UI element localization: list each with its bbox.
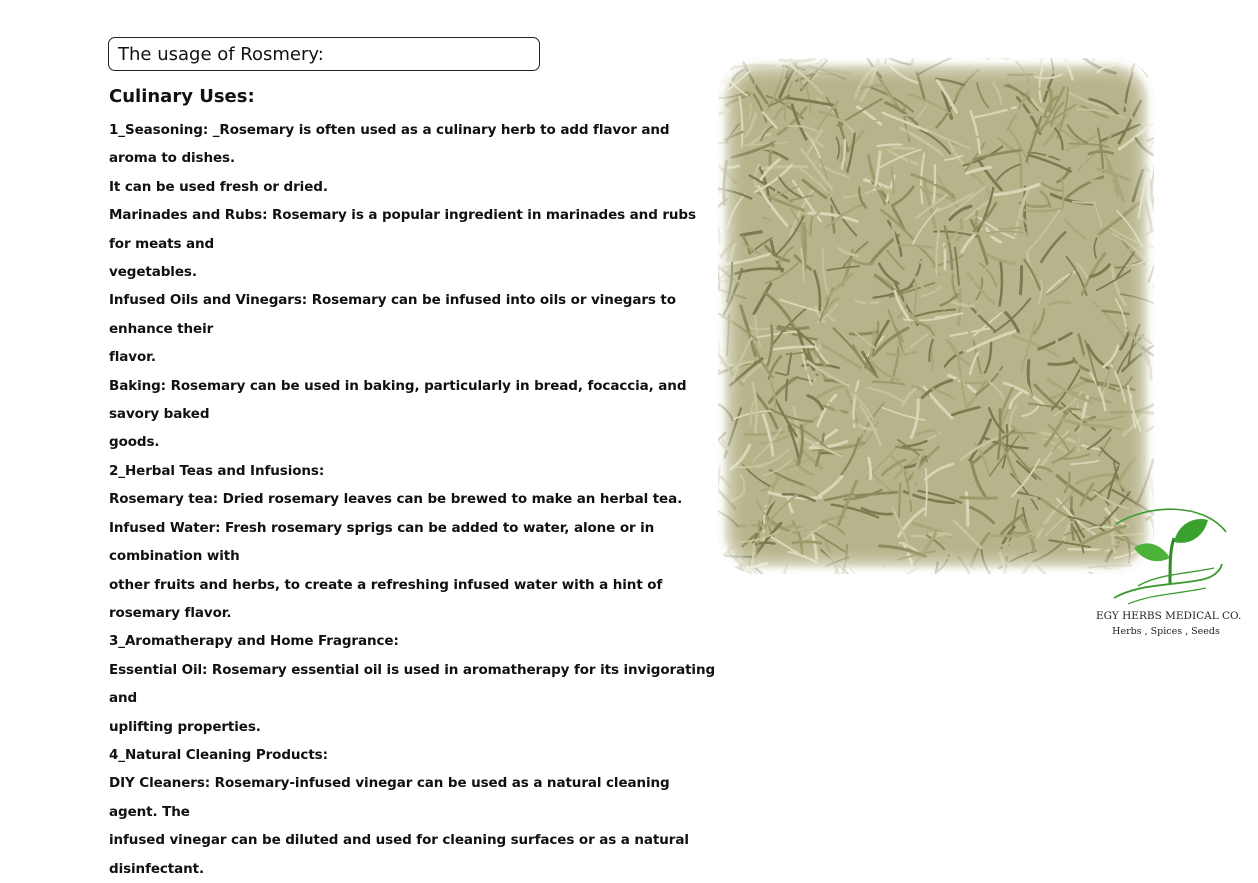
page-title: The usage of Rosmery:: [108, 37, 540, 71]
rosemary-needle: [780, 59, 814, 61]
paragraph-line: Essential Oil: Rosemary essential oil is used in aromatherapy for its invigorating and: [109, 656, 721, 713]
rosemary-needle: [818, 386, 847, 398]
rosemary-needle: [741, 142, 788, 146]
rosemary-needle: [1149, 233, 1154, 282]
rosemary-needle: [955, 248, 959, 285]
rosemary-needle: [803, 365, 839, 368]
rosemary-needle: [892, 187, 913, 206]
paragraph-line: uplifting properties.: [109, 713, 721, 741]
rosemary-needle: [1093, 201, 1102, 227]
rosemary-needle: [793, 542, 821, 543]
rosemary-needle: [1111, 412, 1154, 414]
rosemary-needle: [811, 217, 812, 235]
rosemary-needle: [879, 150, 921, 169]
rosemary-needle: [949, 58, 989, 59]
rosemary-needle: [1111, 228, 1155, 248]
rosemary-needle: [1021, 267, 1022, 294]
rosemary-needle: [1053, 447, 1077, 463]
dried-rosemary-photo: [718, 58, 1154, 574]
rosemary-needle: [754, 284, 771, 314]
rosemary-needle: [843, 558, 867, 574]
paragraph-line: goods.: [109, 428, 721, 456]
rosemary-needle: [1008, 74, 1032, 75]
rosemary-needle: [826, 541, 842, 574]
rosemary-needle: [838, 248, 857, 255]
rosemary-needle: [1000, 261, 1002, 306]
rosemary-needle: [1089, 287, 1120, 320]
rosemary-needle: [1146, 202, 1152, 231]
rosemary-needle: [872, 382, 904, 385]
rosemary-needle: [868, 388, 905, 403]
paragraph-line: infused vinegar can be diluted and used for cleaning surfaces or as a natural disinfectant.: [109, 826, 721, 883]
rosemary-needle: [1022, 406, 1038, 416]
rosemary-needle: [725, 132, 743, 140]
rosemary-needle: [882, 58, 886, 63]
rosemary-needle: [820, 476, 843, 495]
rosemary-needle: [836, 137, 839, 158]
rosemary-needle: [746, 114, 756, 136]
rosemary-needle: [741, 232, 761, 235]
rosemary-needles-icon: [718, 58, 1154, 574]
rosemary-needle: [812, 533, 817, 559]
rosemary-needle: [1133, 170, 1143, 201]
paragraph-line: Rosemary tea: Dried rosemary leaves can be brewed to make an herbal tea.: [109, 485, 721, 513]
rosemary-needle: [947, 340, 958, 354]
rosemary-needle: [1016, 62, 1029, 82]
rosemary-needle: [880, 546, 926, 557]
rosemary-needle: [1050, 302, 1071, 304]
paragraph-line: It can be used fresh or dried.: [109, 173, 721, 201]
rosemary-needle: [774, 103, 790, 119]
rosemary-needle: [1132, 58, 1143, 73]
rosemary-needle: [1062, 180, 1063, 209]
rosemary-needle: [902, 441, 926, 447]
paragraph-line: Infused Water: Fresh rosemary sprigs can be added to water, alone or in combination with: [109, 514, 721, 571]
rosemary-needle: [1039, 68, 1042, 101]
rosemary-needle: [1013, 336, 1060, 357]
rosemary-needle: [1085, 339, 1118, 344]
rosemary-needle: [916, 431, 935, 435]
paragraph-line: other fruits and herbs, to create a refreshing infused water with a hint of rosemary flavor.: [109, 571, 721, 628]
rosemary-needle: [1077, 264, 1089, 282]
rosemary-needle: [1091, 180, 1114, 184]
rosemary-needle: [856, 301, 878, 303]
rosemary-needle: [951, 458, 958, 480]
paragraph-line: 1_Seasoning: _Rosemary is often used as a culinary herb to add flavor and aroma to dishes.: [109, 116, 721, 173]
rosemary-needle: [978, 159, 1002, 190]
rosemary-needle: [853, 346, 878, 378]
rosemary-needle: [964, 382, 989, 383]
rosemary-needle: [1125, 58, 1148, 77]
usage-content: [109, 84, 721, 883]
rosemary-needle: [966, 376, 967, 398]
rosemary-needle: [838, 481, 856, 525]
rosemary-needle: [961, 498, 997, 499]
rosemary-needle: [1011, 474, 1038, 510]
rosemary-needle: [1151, 142, 1154, 189]
rosemary-needle: [977, 83, 989, 108]
rosemary-needle: [823, 249, 828, 294]
rosemary-needle: [718, 403, 733, 421]
rosemary-needle: [899, 245, 933, 247]
rosemary-needle: [932, 389, 954, 399]
rosemary-needle: [917, 73, 925, 101]
rosemary-needle: [771, 382, 775, 408]
rosemary-needle: [718, 81, 727, 87]
rosemary-needle: [1153, 285, 1154, 315]
rosemary-needle: [931, 563, 937, 574]
paragraph-line: Baking: Rosemary can be used in baking, particularly in bread, focaccia, and savory baked: [109, 372, 721, 429]
rosemary-needle: [890, 189, 895, 241]
rosemary-needle: [1135, 398, 1155, 412]
rosemary-needle: [1058, 150, 1071, 167]
rosemary-needle: [812, 146, 836, 168]
rosemary-needle: [1038, 506, 1058, 536]
rosemary-needle: [737, 524, 780, 526]
rosemary-needle: [985, 340, 992, 374]
rosemary-needle: [727, 194, 745, 228]
rosemary-needle: [718, 142, 742, 145]
company-tagline: Herbs , Spices , Seeds: [1096, 626, 1236, 637]
rosemary-needle: [785, 179, 795, 213]
rosemary-needle: [1040, 58, 1048, 66]
paragraph-line: vegetables.: [109, 258, 721, 286]
rosemary-needle: [848, 133, 855, 171]
section-heading: Culinary Uses:: [109, 84, 721, 110]
rosemary-needle: [1065, 220, 1085, 239]
rosemary-needle: [1074, 420, 1082, 457]
rosemary-needle: [765, 293, 795, 328]
rosemary-needle: [1094, 238, 1096, 258]
rosemary-needle: [970, 507, 993, 523]
rosemary-needle: [1010, 318, 1012, 357]
rosemary-needle: [949, 135, 988, 138]
rosemary-needle: [988, 381, 1004, 398]
rosemary-needle: [1119, 459, 1135, 483]
rosemary-needle: [969, 172, 989, 193]
rosemary-needle: [1033, 541, 1063, 561]
rosemary-needle: [753, 383, 757, 432]
rosemary-needle: [1047, 271, 1077, 293]
rosemary-needle: [755, 165, 759, 187]
rosemary-needle: [998, 410, 1000, 459]
rosemary-needle: [1101, 448, 1119, 464]
rosemary-needle: [718, 58, 733, 71]
rosemary-needle: [775, 558, 790, 574]
rosemary-needle: [993, 306, 1008, 325]
rosemary-needle: [875, 568, 917, 574]
rosemary-needle: [1072, 461, 1099, 464]
rosemary-needle: [1042, 183, 1062, 191]
company-name: EGY HERBS MEDICAL CO.: [1096, 610, 1236, 622]
company-logo: [1096, 500, 1236, 640]
rosemary-needle: [970, 353, 978, 374]
rosemary-needle: [808, 396, 823, 409]
paragraph-line: 3_Aromatherapy and Home Fragrance:: [109, 627, 721, 655]
rosemary-needle: [718, 110, 729, 126]
rosemary-needle: [725, 66, 774, 69]
rosemary-needle: [823, 78, 837, 92]
rosemary-needle: [936, 232, 938, 274]
rosemary-needle: [1009, 500, 1018, 545]
rosemary-needle: [761, 478, 779, 490]
rosemary-needle: [1077, 475, 1113, 484]
rosemary-needle: [766, 263, 799, 283]
rosemary-needle: [927, 420, 958, 421]
rosemary-needle: [1043, 58, 1054, 70]
rosemary-needle: [1041, 232, 1065, 262]
sprout-hand-icon: [1108, 502, 1228, 610]
rosemary-needle: [932, 349, 933, 371]
paragraph-line: Infused Oils and Vinegars: Rosemary can be infused into oils or vinegars to enhance their: [109, 286, 721, 343]
rosemary-needle: [958, 290, 960, 326]
rosemary-needle: [826, 274, 852, 299]
rosemary-needle: [878, 144, 902, 146]
rosemary-needle: [1068, 58, 1094, 60]
rosemary-needle: [1103, 311, 1129, 314]
rosemary-needle: [1009, 250, 1021, 269]
paragraph-line: DIY Cleaners: Rosemary-infused vinegar can be used as a natural cleaning agent. The: [109, 769, 721, 826]
rosemary-needle: [730, 245, 735, 264]
rosemary-needle: [1088, 430, 1111, 449]
paragraph-line: 2_Herbal Teas and Infusions:: [109, 457, 721, 485]
rosemary-needle: [972, 403, 985, 421]
paragraph-line: flavor.: [109, 343, 721, 371]
rosemary-needle: [1079, 335, 1085, 357]
rosemary-needle: [724, 162, 727, 205]
paragraph-line: Marinades and Rubs: Rosemary is a popular ingredient in marinades and rubs for meats and: [109, 201, 721, 258]
rosemary-needle: [997, 165, 1020, 181]
rosemary-needle: [934, 367, 937, 396]
rosemary-needle: [1000, 228, 1025, 230]
rosemary-needle: [818, 542, 845, 571]
rosemary-needle: [718, 208, 720, 243]
rosemary-needle: [718, 156, 736, 183]
rosemary-needle: [892, 148, 915, 149]
rosemary-needle: [1023, 209, 1061, 212]
rosemary-needle: [885, 58, 910, 65]
rosemary-needle: [1025, 314, 1029, 335]
rosemary-needle: [993, 83, 1001, 104]
rosemary-needle: [741, 475, 744, 495]
rosemary-needle: [951, 187, 985, 214]
rosemary-needle: [918, 58, 958, 74]
rosemary-needle: [814, 271, 820, 310]
rosemary-needle: [740, 97, 743, 147]
rosemary-needle: [919, 324, 934, 335]
rosemary-needle: [1147, 127, 1154, 140]
rosemary-needle: [1034, 309, 1044, 333]
rosemary-needle: [972, 462, 987, 499]
rosemary-needle: [718, 311, 720, 350]
rosemary-needle: [899, 484, 901, 518]
paragraph-line: 4_Natural Cleaning Products:: [109, 741, 721, 769]
rosemary-needle: [1046, 145, 1060, 157]
rosemary-needle: [718, 164, 739, 167]
rosemary-needle: [780, 300, 818, 311]
